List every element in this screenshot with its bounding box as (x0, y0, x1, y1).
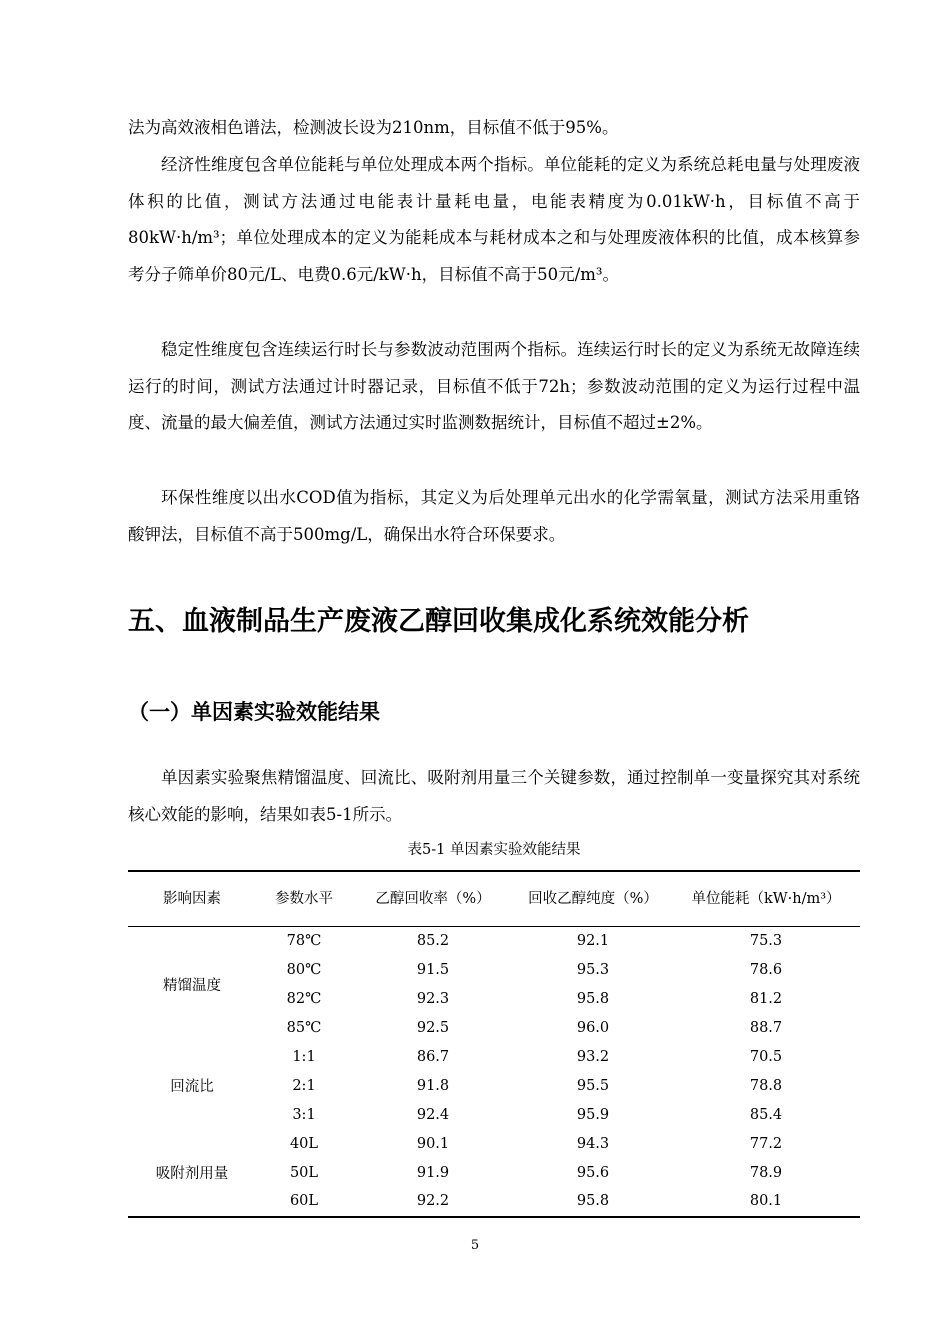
purity-cell: 94.3 (576, 1135, 610, 1152)
level-cell: 3:1 (292, 1106, 316, 1123)
table-row (128, 927, 860, 956)
energy-cell: 88.7 (749, 1020, 783, 1037)
purity-cell: 96.0 (576, 1020, 610, 1037)
level-cell: 78℃ (286, 933, 322, 950)
recovery-cell: 91.5 (416, 962, 450, 979)
level-cell: 80℃ (286, 962, 322, 979)
level-cell: 40L (289, 1135, 319, 1152)
recovery-cell: 86.7 (416, 1049, 450, 1065)
level-cell: 2:1 (292, 1077, 316, 1094)
recovery-cell: 90.1 (416, 1135, 450, 1152)
purity-cell: 95.8 (514, 1187, 672, 1217)
level-cell: 1:1 (292, 1049, 316, 1065)
table-caption: 表5-1 单因素实验效能结果 (407, 842, 581, 858)
section-heading: 五、血液制品生产废液乙醇回收集成化系统效能分析 (128, 606, 749, 637)
header-factor: 影响因素 (128, 871, 256, 927)
paragraph-purity-method: 法为高效液相色谱法，检测波长设为210nm，目标值不低于95%。 (128, 118, 619, 137)
recovery-cell: 91.8 (416, 1077, 450, 1094)
header-recovery-rate: 乙醇回收率（%） (352, 871, 514, 927)
level-cell: 82℃ (286, 991, 322, 1008)
factor-cell: 精馏温度 (163, 978, 221, 995)
results-table (128, 870, 860, 1218)
level-cell: 50L (289, 1164, 319, 1181)
factor-cell: 吸附剂用量 (128, 1129, 256, 1217)
energy-cell: 85.4 (749, 1106, 783, 1123)
paragraph-single-factor: 单因素实验聚焦精馏温度、回流比、吸附剂用量三个关键参数，通过控制单一变量探究其对系统核心效能的影响，结果如表5-1所示。 (128, 768, 860, 824)
energy-cell: 70.5 (749, 1049, 783, 1065)
recovery-cell: 92.4 (416, 1106, 450, 1123)
recovery-cell: 92.5 (416, 1020, 450, 1037)
energy-cell: 81.2 (749, 991, 783, 1008)
header-energy: 单位能耗（kW·h/m³） (672, 871, 860, 927)
table-row (128, 1129, 860, 1158)
recovery-cell: 91.9 (416, 1164, 450, 1181)
energy-cell: 78.6 (749, 962, 783, 979)
header-level: 参数水平 (256, 871, 352, 927)
subsection-heading: （一）单因素实验效能结果 (128, 700, 380, 724)
table-header-row (128, 871, 860, 927)
purity-cell: 95.5 (576, 1077, 610, 1094)
level-cell: 60L (256, 1187, 352, 1217)
energy-cell: 77.2 (749, 1135, 783, 1152)
purity-cell: 95.8 (576, 991, 610, 1008)
purity-cell: 93.2 (576, 1049, 610, 1065)
recovery-cell: 92.3 (416, 991, 450, 1008)
factor-cell: 回流比 (170, 1079, 214, 1096)
paragraph-economy: 经济性维度包含单位能耗与单位处理成本两个指标。单位能耗的定义为系统总耗电量与处理废液体积的比值，测试方法通过电能表计量耗电量，电能表精度为0.01kW·h，目标值不高于80kW·h/m³；单位处理成本的定义为能耗成本与耗材成本之和与处理废液体积的比值，成本核算参考分子筛单价80元/L、电费0.6元/kW·h，目标值不高于50元/m³。 (128, 155, 860, 284)
level-cell: 85℃ (286, 1020, 322, 1037)
purity-cell: 95.6 (576, 1164, 610, 1181)
page-number: 5 (470, 1238, 480, 1253)
recovery-cell: 92.2 (352, 1187, 514, 1217)
purity-cell: 95.9 (576, 1106, 610, 1123)
energy-cell: 78.9 (749, 1164, 783, 1181)
table-row (128, 1043, 860, 1072)
header-purity: 回收乙醇纯度（%） (514, 871, 672, 927)
recovery-cell: 85.2 (416, 933, 450, 950)
energy-cell: 75.3 (749, 933, 783, 950)
energy-cell: 78.8 (749, 1077, 783, 1094)
purity-cell: 95.3 (576, 962, 610, 979)
paragraph-stability: 稳定性维度包含连续运行时长与参数波动范围两个指标。连续运行时长的定义为系统无故障连续运行的时间，测试方法通过计时器记录，目标值不低于72h；参数波动范围的定义为运行过程中温度、流量的最大偏差值，测试方法通过实时监测数据统计，目标值不超过±2%。 (128, 340, 860, 432)
paragraph-environment: 环保性维度以出水COD值为指标，其定义为后处理单元出水的化学需氧量，测试方法采用重铬酸钾法，目标值不高于500mg/L，确保出水符合环保要求。 (128, 488, 860, 544)
energy-cell: 80.1 (672, 1187, 860, 1217)
purity-cell: 92.1 (576, 933, 610, 950)
